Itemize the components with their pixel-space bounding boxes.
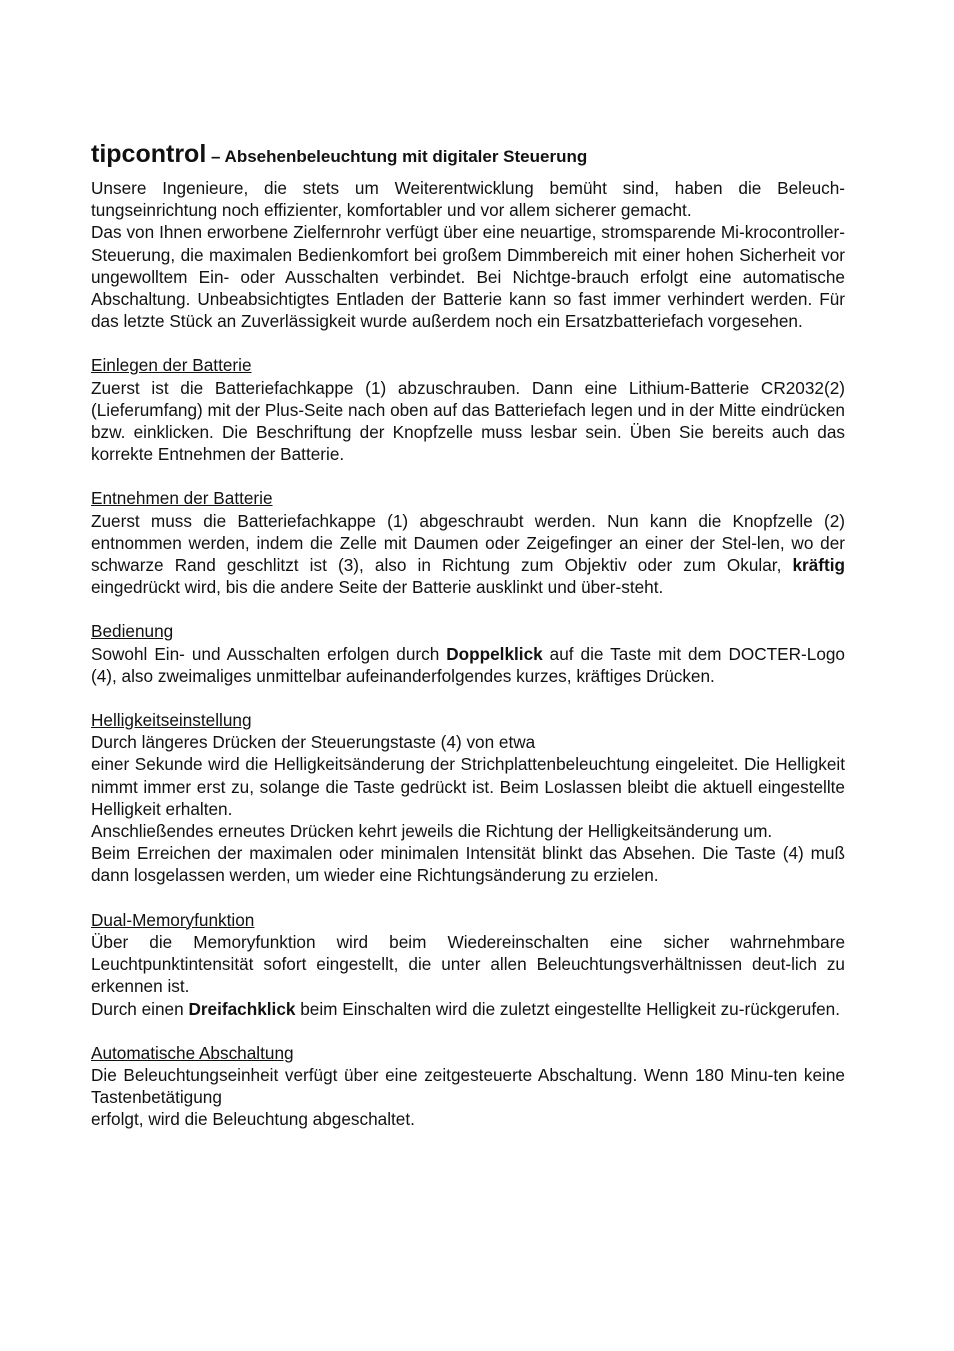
- bedienung-text-before: Sowohl Ein- und Ausschalten erfolgen durch: [91, 643, 447, 664]
- section-heading-einlegen: Einlegen der Batterie: [91, 355, 252, 376]
- section-abschaltung: [91, 1042, 845, 1131]
- memory-bold-word: Dreifachklick: [188, 998, 296, 1019]
- title-main: tipcontrol: [91, 140, 207, 168]
- section-bedienung: [91, 620, 845, 687]
- memory-text-after: beim Einschalten wird die zuletzt eingestellte Helligkeit zu-rückgerufen.: [295, 998, 841, 1019]
- intro-paragraph-2: Das von Ihnen erworbene Zielfernrohr verfügt über eine neuartige, stromsparende Mi-krocontroller-Steuerung, die maximalen Bedienkomfort bei großem Dimmbereich mit einer hohen Sicherheit vor ungewolltem Ein- oder Ausschalten verbindet. Bei Nichtge-brauch erfolgt eine automatische Abschaltung. Unbeabsichtigtes Entladen der Batterie kann so fast immer verhindert werden. Für das letzte Stück an Zuverlässigkeit wurde außerdem noch ein Ersatzbatteriefach vorgesehen.: [91, 222, 845, 332]
- abschaltung-line-2: erfolgt, wird die Beleuchtung abgeschaltet.: [91, 1109, 415, 1130]
- bedienung-text-after: auf die Taste mit dem DOCTER-Logo (4), also zweimaliges unmittelbar aufeinanderfolgendes kurzes, kräftiges Drücken.: [91, 643, 845, 686]
- section-heading-memory: Dual-Memoryfunktion: [91, 909, 255, 930]
- helligkeit-paragraph-1: einer Sekunde wird die Helligkeitsänderung der Strichplattenbeleuchtung eingeleitet. Die Helligkeit nimmt immer erst zu, solange die Taste gedrückt ist. Beim Loslassen bleibt die aktuell eingestellte Helligkeit erhalten.: [91, 754, 845, 819]
- helligkeit-paragraph-2: Anschließendes erneutes Drücken kehrt jeweils die Richtung der Helligkeitsänderung um.: [91, 821, 773, 842]
- section-text-einlegen: Zuerst ist die Batteriefachkappe (1) abzuschrauben. Dann eine Lithium-Batterie CR2032(2) (Lieferumfang) mit der Plus-Seite nach oben auf das Batteriefach legen und in der Mitte eindrücken bzw. einklicken. Die Beschriftung der Knopfzelle muss lesbar sein. Üben Sie bereits auch das korrekte Entnehmen der Batterie.: [91, 377, 845, 465]
- entnehmen-bold-word: kräftig: [792, 555, 845, 576]
- intro-section: [91, 177, 845, 332]
- memory-text-before: Durch einen: [91, 998, 189, 1019]
- section-heading-helligkeit: Helligkeitseinstellung: [91, 710, 252, 731]
- section-helligkeit: [91, 709, 845, 887]
- section-text-bedienung: [91, 643, 845, 687]
- section-memory: [91, 909, 845, 1020]
- section-text-entnehmen: [91, 510, 845, 599]
- document-title: [91, 138, 845, 173]
- section-einlegen: [91, 354, 845, 465]
- memory-paragraph-1: Über die Memoryfunktion wird beim Wiedereinschalten eine sicher wahrnehmbare Leuchtpunktintensität sofort eingestellt, die unter allen Beleuchtungsverhältnissen deut-lich zu erkennen ist.: [91, 931, 845, 997]
- document-page: [91, 138, 845, 1131]
- helligkeit-line-1: Durch längeres Drücken der Steuerungstaste (4) von etwa: [91, 732, 536, 753]
- section-entnehmen: [91, 487, 845, 598]
- memory-paragraph-2: [91, 998, 845, 1020]
- helligkeit-paragraph-3: Beim Erreichen der maximalen oder minimalen Intensität blinkt das Absehen. Die Taste (4) muß dann losgelassen werden, um wieder eine Richtungsänderung zu erzielen.: [91, 843, 845, 886]
- entnehmen-text-after: eingedrückt wird, bis die andere Seite der Batterie ausklinkt und über-steht.: [91, 577, 664, 598]
- bedienung-bold-word: Doppelklick: [446, 643, 543, 664]
- section-heading-entnehmen: Entnehmen der Batterie: [91, 488, 273, 509]
- abschaltung-line-1: Die Beleuchtungseinheit verfügt über eine zeitgesteuerte Abschaltung. Wenn 180 Minu-ten keine Tastenbetätigung: [91, 1064, 845, 1108]
- title-subtitle: – Absehenbeleuchtung mit digitaler Steuerung: [206, 147, 588, 166]
- entnehmen-text-before: Zuerst muss die Batteriefachkappe (1) abgeschraubt werden. Nun kann die Knopfzelle (2) entnommen werden, indem die Zelle mit Daumen oder Zeigefinger an einer der Stel-len, wo der schwarze Rand geschlitzt ist (3), also in Richtung zum Objektiv oder zum Okular,: [91, 510, 845, 576]
- intro-paragraph-1: Unsere Ingenieure, die stets um Weiterentwicklung bemüht sind, haben die Beleuch-tungseinrichtung noch effizienter, komfortabler und vor allem sicherer gemacht.: [91, 178, 845, 221]
- section-heading-bedienung: Bedienung: [91, 621, 174, 642]
- section-heading-abschaltung: Automatische Abschaltung: [91, 1042, 294, 1063]
